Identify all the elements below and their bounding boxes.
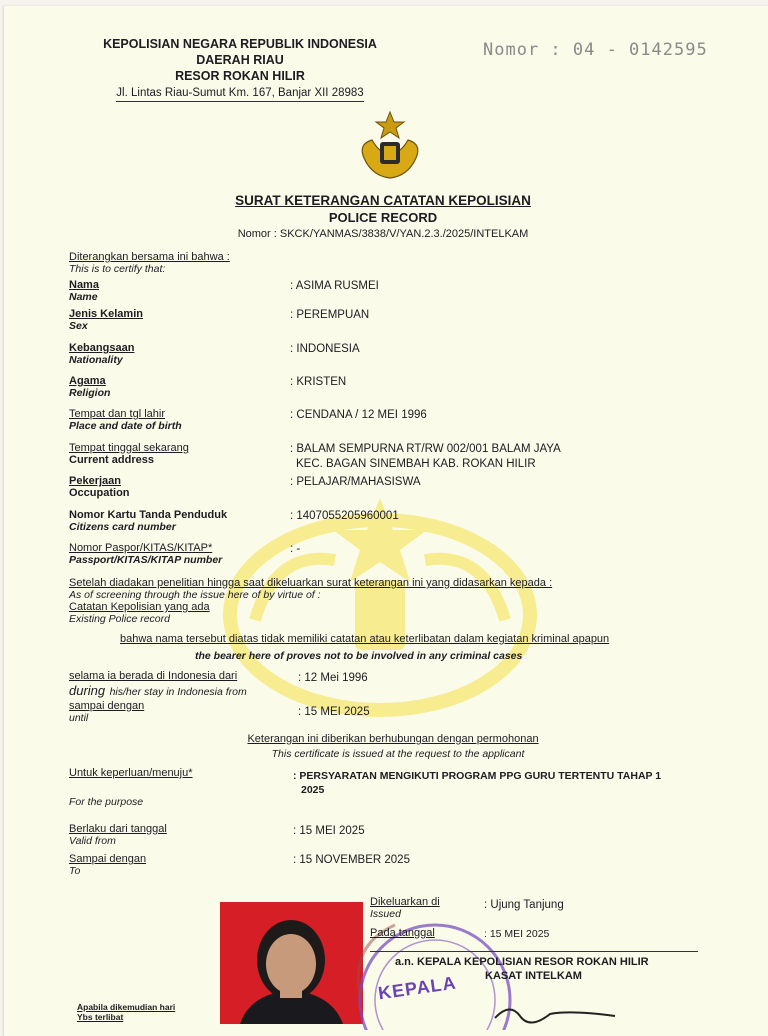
field-label-id: Agama bbox=[69, 375, 106, 387]
footnote-line1: Apabila dikemudian hari bbox=[77, 1002, 176, 1012]
stay-until-en: until bbox=[69, 712, 89, 724]
field-label-id: Tempat tinggal sekarang bbox=[69, 442, 189, 454]
header-line2: DAERAH RIAU bbox=[196, 53, 284, 67]
stay-block bbox=[69, 670, 247, 724]
intro-en: This is to certify that: bbox=[69, 263, 166, 275]
police-emblem-icon bbox=[350, 110, 430, 182]
field-label-en: Citizens card number bbox=[69, 521, 176, 533]
field-label-id: Nomor Kartu Tanda Penduduk bbox=[69, 509, 228, 521]
issued-at-en: Issued bbox=[370, 908, 401, 920]
field-label-id: Nama bbox=[69, 279, 99, 291]
validity-to-value: : 15 NOVEMBER 2025 bbox=[293, 854, 410, 866]
field-label-en: Occupation bbox=[69, 487, 130, 499]
purpose-label-en: For the purpose bbox=[69, 796, 144, 808]
signature-divider bbox=[370, 951, 698, 952]
issued-on-id: Pada tanggal bbox=[370, 927, 435, 939]
title-en: POLICE RECORD bbox=[328, 210, 438, 225]
purpose-value-line2: 2025 bbox=[301, 784, 325, 796]
issued-at bbox=[370, 896, 440, 920]
validity-to-en: To bbox=[69, 865, 81, 877]
header-address: Jl. Lintas Riau-Sumut Km. 167, Banjar XII 28983 bbox=[116, 85, 363, 102]
field-label-en: Passport/KITAS/KITAP number bbox=[69, 554, 223, 566]
applicant-photo bbox=[220, 902, 363, 1024]
field-value-id-card: : 1407055205960001 bbox=[290, 510, 399, 522]
field-value-occupation: : PELAJAR/MAHASISWA bbox=[290, 476, 421, 488]
field-label-en: Nationality bbox=[69, 354, 123, 366]
field-value-birth: : CENDANA / 12 MEI 1996 bbox=[290, 409, 427, 421]
field-value-name: : ASIMA RUSMEI bbox=[290, 280, 379, 292]
stay-from-en: his/her stay in Indonesia from bbox=[109, 686, 247, 698]
screening-en: As of screening through the issue here of by virtue of : bbox=[69, 589, 321, 601]
field-label-en: Name bbox=[69, 291, 98, 303]
field-birth bbox=[69, 408, 182, 432]
issued-at-value: : Ujung Tanjung bbox=[484, 899, 564, 911]
validity-from-value: : 15 MEI 2025 bbox=[293, 825, 365, 837]
field-value-nationality: : INDONESIA bbox=[290, 343, 360, 355]
field-value-address-line2: KEC. BAGAN SINEMBAH KAB. ROKAN HILIR bbox=[296, 458, 536, 470]
field-nationality bbox=[69, 342, 134, 366]
stay-from-value: : 12 Mei 1996 bbox=[298, 672, 368, 684]
title-id: SURAT KETERANGAN CATATAN KEPOLISIAN bbox=[235, 193, 531, 208]
field-label-en: Current address bbox=[69, 454, 154, 466]
validity-from-en: Valid from bbox=[69, 835, 116, 847]
validity-to bbox=[69, 853, 146, 877]
footnote bbox=[77, 1002, 175, 1022]
request-en: This certificate is issued at the request to the applicant bbox=[271, 748, 525, 760]
statement-en: the bearer here of proves not to be involved in any criminal cases bbox=[195, 650, 523, 662]
serial-number: Nomor : 04 - 0142595 bbox=[483, 40, 708, 60]
field-value-address: : BALAM SEMPURNA RT/RW 002/001 BALAM JAYA bbox=[290, 443, 561, 455]
field-name bbox=[69, 279, 99, 303]
field-label-en: Religion bbox=[69, 387, 111, 399]
field-id-card bbox=[69, 509, 227, 533]
field-religion bbox=[69, 375, 110, 399]
field-label-id: Kebangsaan bbox=[69, 342, 135, 354]
stamp-text: KEPALA bbox=[376, 972, 458, 1004]
field-label-id: Pekerjaan bbox=[69, 475, 121, 487]
existing-record-id: Catatan Kepolisian yang ada bbox=[69, 601, 210, 613]
signature-icon bbox=[490, 1000, 620, 1024]
field-label-en: Place and date of birth bbox=[69, 420, 182, 432]
stay-until-value: : 15 MEI 2025 bbox=[298, 706, 370, 718]
statement-id: bahwa nama tersebut diatas tidak memiliki catatan atau keterlibatan dalam kegiatan kriminal apapun bbox=[120, 633, 610, 645]
field-value-religion: : KRISTEN bbox=[290, 376, 347, 388]
stay-until-id: sampai dengan bbox=[69, 700, 145, 712]
footnote-line2: Ybs terlibat bbox=[77, 1012, 124, 1022]
purpose-label-id: Untuk keperluan/menuju* bbox=[69, 767, 193, 779]
header-block bbox=[90, 36, 390, 102]
validity-from bbox=[69, 823, 167, 847]
stay-from-en-lead: during bbox=[69, 683, 106, 698]
intro-block bbox=[69, 251, 230, 275]
field-occupation bbox=[69, 475, 130, 499]
header-line3: RESOR ROKAN HILIR bbox=[175, 69, 305, 83]
header-line1: KEPOLISIAN NEGARA REPUBLIK INDONESIA bbox=[103, 37, 377, 51]
screening-id: Setelah diadakan penelitian hingga saat dikeluarkan surat keterangan ini yang didasarkan kepada : bbox=[69, 577, 553, 589]
field-label-en: Sex bbox=[69, 320, 88, 332]
field-value-sex: : PEREMPUAN bbox=[290, 309, 370, 321]
issued-at-id: Dikeluarkan di bbox=[370, 896, 440, 908]
signatory-subtitle: KASAT INTELKAM bbox=[485, 970, 582, 982]
field-value-passport: : - bbox=[290, 543, 301, 555]
signatory-title: a.n. KEPALA KEPOLISIAN RESOR ROKAN HILIR bbox=[395, 956, 649, 968]
field-label-id: Jenis Kelamin bbox=[69, 308, 143, 320]
field-label-id: Nomor Paspor/KITAS/KITAP* bbox=[69, 542, 213, 554]
stay-from-id: selama ia berada di Indonesia dari bbox=[69, 670, 238, 682]
field-passport bbox=[69, 542, 222, 566]
existing-record-en: Existing Police record bbox=[69, 613, 170, 625]
field-label-id: Tempat dan tgl lahir bbox=[69, 408, 165, 420]
issued-on-value: : 15 MEI 2025 bbox=[484, 928, 550, 940]
validity-to-id: Sampai dengan bbox=[69, 853, 147, 865]
screening-block bbox=[69, 577, 552, 625]
document-number: Nomor : SKCK/YANMAS/3838/V/YAN.2.3./2025/INTELKAM bbox=[237, 228, 529, 240]
field-address bbox=[69, 442, 189, 466]
purpose-value: : PERSYARATAN MENGIKUTI PROGRAM PPG GURU TERTENTU TAHAP 1 bbox=[293, 770, 662, 782]
validity-from-id: Berlaku dari tanggal bbox=[69, 823, 167, 835]
intro-id: Diterangkan bersama ini bahwa : bbox=[69, 251, 230, 263]
field-sex bbox=[69, 308, 143, 332]
request-id: Keterangan ini diberikan berhubungan dengan permohonan bbox=[247, 733, 539, 745]
